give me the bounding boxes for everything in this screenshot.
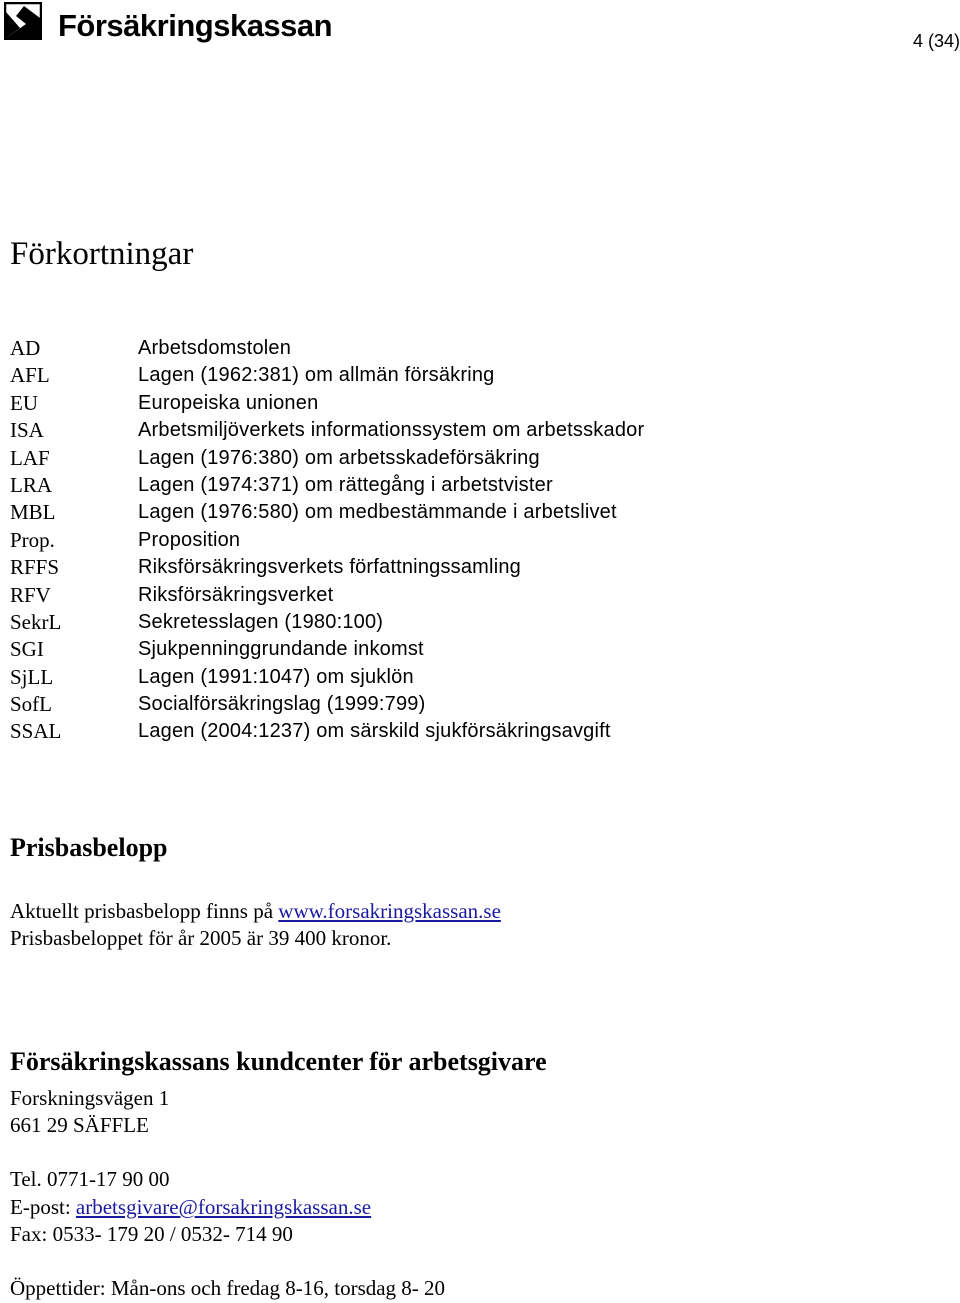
abbreviation-row (10, 664, 950, 691)
abbreviation-term: SGI (10, 637, 44, 662)
abbreviation-row (10, 472, 950, 499)
abbreviation-row (10, 636, 950, 663)
abbreviation-row (10, 718, 950, 745)
abbreviation-term: MBL (10, 500, 56, 525)
abbreviation-list (10, 335, 950, 746)
abbreviation-term: AFL (10, 363, 50, 388)
abbreviation-row (10, 445, 950, 472)
abbreviation-row (10, 609, 950, 636)
fax: Fax: 0533- 179 20 / 0532- 714 90 (10, 1222, 293, 1246)
abbreviation-definition: Arbetsmiljöverkets informationssystem om arbetsskador (138, 419, 645, 442)
abbreviation-term: LRA (10, 472, 52, 497)
prisbasbelopp-line-2: Prisbasbeloppet för år 2005 är 39 400 kronor. (10, 926, 392, 950)
page-header (0, 0, 960, 50)
abbreviation-definition: Riksförsäkringsverket (138, 583, 334, 606)
abbreviation-definition: Proposition (138, 528, 241, 551)
abbreviation-term: SSAL (10, 719, 62, 744)
abbreviation-term: EU (10, 390, 38, 415)
abbreviation-term: AD (10, 336, 41, 360)
abbreviation-row (10, 527, 950, 554)
website-link[interactable]: www.forsakringskassan.se (278, 899, 501, 923)
abbreviation-term: SekrL (10, 609, 62, 634)
prisbasbelopp-line-1 (10, 898, 501, 925)
kundcenter-heading: Försäkringskassans kundcenter för arbetsgivare (10, 1047, 547, 1076)
abbreviation-term: RFFS (10, 555, 60, 580)
abbreviation-definition: Lagen (1976:580) om medbestämmande i arbetslivet (138, 501, 617, 524)
abbreviation-definition: Sjukpenninggrundande inkomst (138, 638, 424, 661)
abbreviation-term: SjLL (10, 664, 54, 689)
abbreviation-definition: Sekretesslagen (1980:100) (138, 610, 384, 633)
abbreviation-row (10, 390, 950, 417)
abbreviation-definition: Europeiska unionen (138, 391, 319, 414)
abbreviation-definition: Riksförsäkringsverkets författningssamling (138, 556, 521, 579)
abbreviation-term: LAF (10, 445, 50, 470)
abbreviation-row (10, 335, 950, 362)
page-number: 4 (34) (912, 31, 960, 51)
abbreviation-row (10, 554, 950, 581)
abbreviation-definition: Lagen (2004:1237) om särskild sjukförsäkringsavgift (138, 720, 611, 743)
abbreviation-term: ISA (10, 418, 44, 443)
email-label: E-post: (10, 1195, 76, 1219)
email-link[interactable]: arbetsgivare@forsakringskassan.se (75, 1195, 372, 1219)
abbreviation-row (10, 362, 950, 389)
abbreviation-term: RFV (10, 582, 51, 607)
forsakringskassan-logo-icon (4, 2, 42, 40)
abbreviation-definition: Lagen (1974:371) om rättegång i arbetstvister (138, 473, 553, 496)
abbreviation-definition: Arbetsdomstolen (138, 337, 292, 359)
address-line-1: Forskningsvägen 1 (10, 1086, 170, 1110)
page-title: Förkortningar (10, 236, 194, 272)
abbreviation-definition: Lagen (1976:380) om arbetsskadeförsäkring (138, 446, 540, 469)
email-line (10, 1194, 371, 1221)
abbreviation-term: SofL (10, 692, 52, 717)
address-line-2: 661 29 SÄFFLE (10, 1113, 149, 1137)
abbreviation-row (10, 417, 950, 444)
abbreviation-row (10, 691, 950, 718)
prisbasbelopp-heading: Prisbasbelopp (10, 833, 168, 862)
telephone: Tel. 0771-17 90 00 (10, 1167, 170, 1191)
abbreviation-row (10, 499, 950, 526)
brand-name: Försäkringskassan (58, 8, 333, 43)
opening-hours: Öppettider: Mån-ons och fredag 8-16, torsdag 8- 20 (10, 1276, 446, 1300)
abbreviation-definition: Socialförsäkringslag (1999:799) (138, 693, 426, 716)
abbreviation-definition: Lagen (1962:381) om allmän försäkring (138, 364, 495, 387)
prisbasbelopp-text: Aktuellt prisbasbelopp finns på (10, 899, 279, 923)
abbreviation-definition: Lagen (1991:1047) om sjuklön (138, 665, 414, 688)
abbreviation-term: Prop. (10, 527, 55, 552)
abbreviation-row (10, 582, 950, 609)
